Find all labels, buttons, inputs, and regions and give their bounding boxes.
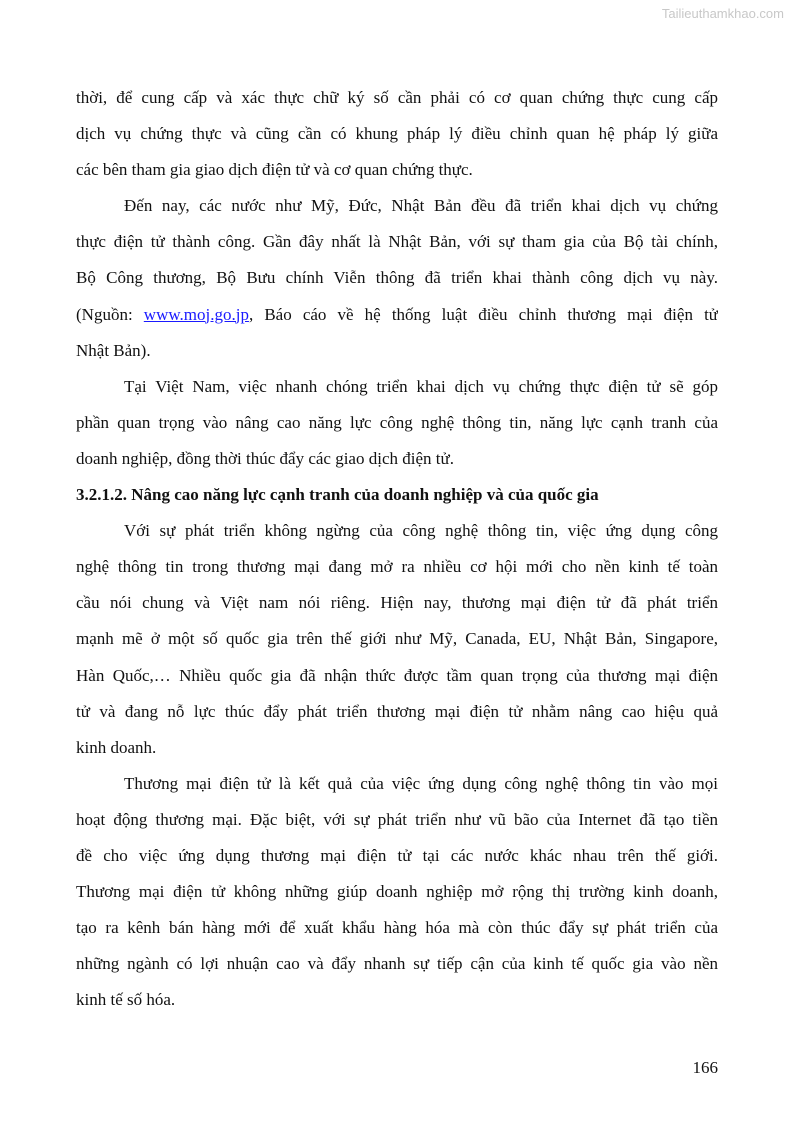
text-line: Đến nay, các nước như Mỹ, Đức, Nhật Bản đều đã triển khai dịch vụ chứng — [124, 196, 718, 216]
source-suffix: , Báo cáo về hệ thống luật điều chỉnh thương mại điện tử — [248, 304, 718, 324]
section-heading: 3.2.1.2. Nâng cao năng lực cạnh tranh của doanh nghiệp và của quốc gia — [76, 485, 599, 505]
text-line: mạnh mẽ ở một số quốc gia trên thế giới như Mỹ, Canada, EU, Nhật Bản, Singapore, — [76, 629, 718, 649]
text-line: kinh tế số hóa. — [76, 990, 176, 1010]
paragraph — [76, 80, 718, 188]
watermark: Tailieuthamkhao.com — [661, 6, 784, 21]
paragraph — [76, 369, 718, 477]
text-line: tử và đang nỗ lực thúc đẩy phát triển thương mại điện tử nhằm nâng cao hiệu quả — [76, 701, 718, 721]
text-line: dịch vụ chứng thực và cũng cần có khung pháp lý điều chỉnh quan hệ pháp lý giữa — [76, 124, 718, 144]
source-link[interactable]: www.moj.go.jp — [143, 304, 249, 324]
text-line: kinh doanh. — [76, 737, 157, 757]
text-line: phần quan trọng vào nâng cao năng lực công nghệ thông tin, năng lực cạnh tranh của — [76, 412, 718, 432]
text-line: những ngành có lợi nhuận cao và đẩy nhanh sự tiếp cận của kinh tế quốc gia vào nền — [76, 954, 718, 974]
text-line: nghệ thông tin trong thương mại đang mở ra nhiều cơ hội mới cho nền kinh tế toàn — [76, 557, 718, 577]
text-line: cầu nói chung và Việt nam nói riêng. Hiện nay, thương mại điện tử đã phát triển — [76, 593, 718, 613]
text-line: Thương mại điện tử là kết quả của việc ứng dụng công nghệ thông tin vào mọi — [124, 773, 718, 793]
page-body — [76, 80, 718, 1018]
text-line: Tại Việt Nam, việc nhanh chóng triển khai dịch vụ chứng thực điện tử sẽ góp — [124, 376, 718, 396]
source-line — [76, 297, 718, 333]
text-line: doanh nghiệp, đồng thời thúc đẩy các giao dịch điện tử. — [76, 448, 454, 468]
text-line: Hàn Quốc,… Nhiều quốc gia đã nhận thức được tầm quan trọng của thương mại điện — [76, 665, 718, 685]
text-line: thực điện tử thành công. Gần đây nhất là Nhật Bản, với sự tham gia của Bộ tài chính, — [76, 232, 718, 252]
text-line: Bộ Công thương, Bộ Bưu chính Viễn thông đã triển khai thành công dịch vụ này. — [76, 268, 718, 288]
text-line: Thương mại điện tử không những giúp doanh nghiệp mở rộng thị trường kinh doanh, — [76, 882, 718, 902]
text-line: Với sự phát triển không ngừng của công nghệ thông tin, việc ứng dụng công — [124, 521, 718, 541]
text-line: các bên tham gia giao dịch điện tử và cơ quan chứng thực. — [76, 160, 473, 180]
page-number: 166 — [692, 1058, 718, 1077]
text-line: thời, để cung cấp và xác thực chữ ký số cần phải có cơ quan chứng thực cung cấp — [76, 88, 718, 107]
paragraph — [76, 513, 718, 766]
paragraph — [76, 188, 718, 368]
text-line: đề cho việc ứng dụng thương mại điện tử tại các nước khác nhau trên thế giới. — [76, 845, 718, 865]
text-line: hoạt động thương mại. Đặc biệt, với sự phát triển như vũ bão của Internet đã tạo tiền — [76, 809, 718, 829]
text-line: tạo ra kênh bán hàng mới để xuất khẩu hàng hóa mà còn thúc đẩy sự phát triển của — [76, 918, 718, 938]
source-prefix: (Nguồn: — [76, 304, 133, 324]
text-line: Nhật Bản). — [76, 340, 151, 360]
paragraph — [76, 766, 718, 1019]
